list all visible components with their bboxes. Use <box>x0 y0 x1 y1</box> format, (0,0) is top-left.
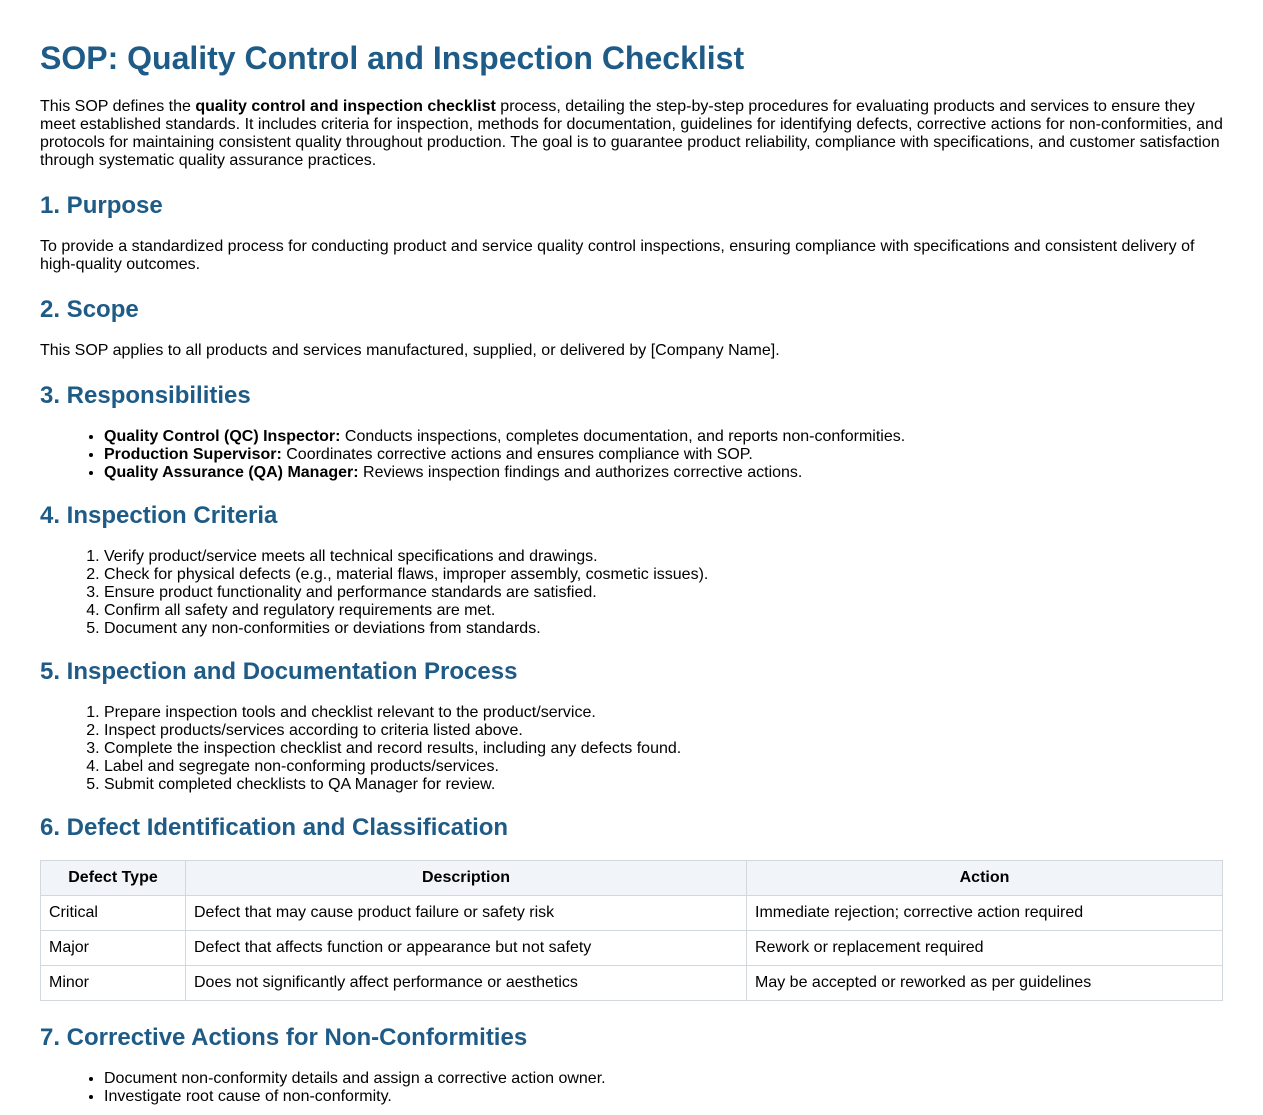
role-label: Quality Control (QC) Inspector: <box>104 428 341 445</box>
list-item: 1. Verify product/service meets all technical specifications and drawings. <box>104 548 1223 566</box>
scope-heading: 2. Scope <box>40 296 139 323</box>
list-item <box>104 446 1223 464</box>
defects-heading: 6. Defect Identification and Classification <box>40 814 509 841</box>
responsibilities-heading: 3. Responsibilities <box>40 382 251 409</box>
intro-paragraph <box>40 98 1223 170</box>
list-item: 4. Confirm all safety and regulatory requirements are met. <box>104 602 1223 620</box>
purpose-text: To provide a standardized process for conducting product and service quality control inspections, ensuring compliance with specifications and consistent delivery of high-quality outcomes. <box>40 238 1195 273</box>
list-item: 3. Ensure product functionality and performance standards are satisfied. <box>104 584 1223 602</box>
list-item: 2. Check for physical defects (e.g., material flaws, improper assembly, cosmetic issues). <box>104 566 1223 584</box>
table-cell: Immediate rejection; corrective action required <box>747 896 1223 931</box>
role-label: Production Supervisor: <box>104 446 282 463</box>
table-cell: May be accepted or reworked as per guidelines <box>747 966 1223 1001</box>
column-header: Action <box>747 861 1223 896</box>
role-text: Conducts inspections, completes documentation, and reports non-conformities. <box>340 428 906 445</box>
role-text: Coordinates corrective actions and ensures compliance with SOP. <box>281 446 753 463</box>
process-heading: 5. Inspection and Documentation Process <box>40 658 518 685</box>
table-row <box>41 896 1223 931</box>
role-label: Quality Assurance (QA) Manager: <box>104 464 359 481</box>
table-cell: Minor <box>41 966 186 1001</box>
table-cell: Defect that affects function or appearance but not safety <box>186 931 747 966</box>
list-item: 4. Label and segregate non-conforming products/services. <box>104 758 1223 776</box>
list-item <box>104 428 1223 446</box>
list-item <box>104 464 1223 482</box>
intro-suffix: process, detailing the step-by-step procedures for evaluating products and services to ensure they meet established standards. It includes criteria for inspection, methods for documentation, guidelines for identifying defects, corrective actions for non-conformities, and protocols for maintaining consistent quality throughout production. The goal is to guarantee product reliability, compliance with specifications, and customer satisfaction through systematic quality assurance practices. <box>40 98 1223 169</box>
intro-bold: quality control and inspection checklist <box>195 98 496 115</box>
table-row <box>41 931 1223 966</box>
criteria-heading: 4. Inspection Criteria <box>40 502 278 529</box>
table-header-row <box>41 861 1223 896</box>
intro-prefix: This SOP defines the <box>40 98 196 115</box>
column-header: Defect Type <box>41 861 186 896</box>
table-cell: Major <box>41 931 186 966</box>
list-item: • Document non-conformity details and assign a corrective action owner. <box>104 1070 1223 1088</box>
corrective-heading: 7. Corrective Actions for Non-Conformities <box>40 1024 528 1051</box>
list-item: 2. Inspect products/services according to criteria listed above. <box>104 722 1223 740</box>
list-item: 3. Complete the inspection checklist and record results, including any defects found. <box>104 740 1223 758</box>
list-item: • Investigate root cause of non-conformity. <box>104 1088 1223 1106</box>
column-header: Description <box>186 861 747 896</box>
list-item: 1. Prepare inspection tools and checklist relevant to the product/service. <box>104 704 1223 722</box>
table-cell: Defect that may cause product failure or safety risk <box>186 896 747 931</box>
defects-table <box>40 860 1223 1001</box>
purpose-heading: 1. Purpose <box>40 192 163 219</box>
responsibilities-list <box>40 428 1223 482</box>
table-row <box>41 966 1223 1001</box>
table-cell: Rework or replacement required <box>747 931 1223 966</box>
scope-text: This SOP applies to all products and services manufactured, supplied, or delivered by [Company Name]. <box>40 342 780 359</box>
list-item: 5. Document any non-conformities or deviations from standards. <box>104 620 1223 638</box>
role-text: Reviews inspection findings and authorizes corrective actions. <box>358 464 803 481</box>
list-item: 5. Submit completed checklists to QA Manager for review. <box>104 776 1223 794</box>
process-list <box>40 704 1223 794</box>
table-cell: Does not significantly affect performance or aesthetics <box>186 966 747 1001</box>
page-title: SOP: Quality Control and Inspection Checklist <box>40 40 745 76</box>
table-cell: Critical <box>41 896 186 931</box>
criteria-list <box>40 548 1223 638</box>
corrective-list <box>40 1070 1223 1106</box>
